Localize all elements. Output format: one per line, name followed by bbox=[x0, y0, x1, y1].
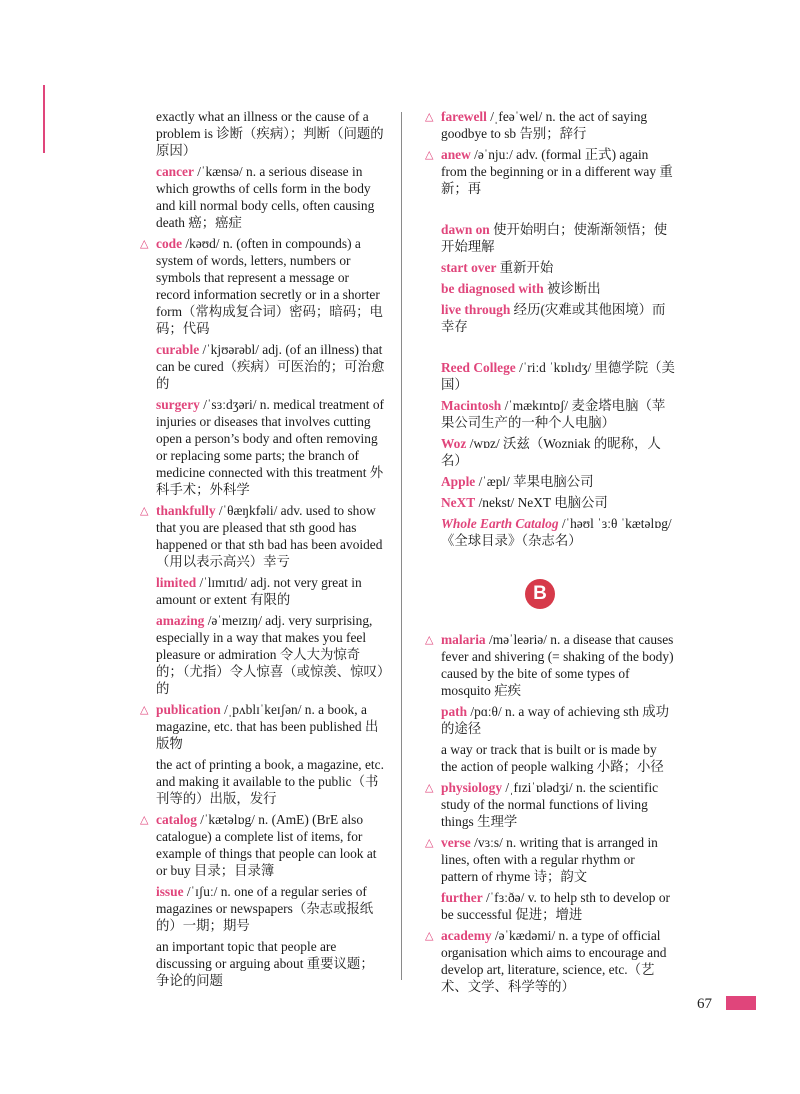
headword: start over bbox=[441, 260, 497, 275]
headword: live through bbox=[441, 302, 511, 317]
vocab-entry bbox=[140, 108, 385, 159]
vocab-entry bbox=[425, 221, 675, 255]
definition: /ˌfɪziˈɒlədʒi/ n. the scientific study of the normal functions of living things 生理学 bbox=[441, 780, 659, 829]
vocab-entry bbox=[425, 280, 675, 297]
vocab-entry bbox=[425, 515, 675, 549]
headword: curable bbox=[156, 342, 200, 357]
vocab-entry bbox=[425, 435, 675, 469]
vocab-entry bbox=[425, 741, 675, 775]
headword: anew bbox=[441, 147, 471, 162]
key-word-triangle-icon: △ bbox=[425, 633, 434, 646]
vocab-entry bbox=[425, 146, 675, 197]
vocab-entry bbox=[140, 235, 385, 337]
vocab-entry bbox=[140, 163, 385, 231]
column-divider bbox=[401, 112, 402, 980]
vocab-entry bbox=[140, 612, 385, 697]
definition: 被诊断出 bbox=[543, 281, 601, 296]
definition: /ˈlɪmɪtɪd/ adj. not very great in amount or extent 有限的 bbox=[156, 575, 362, 607]
key-word-triangle-icon: △ bbox=[140, 504, 149, 517]
key-word-triangle-icon: △ bbox=[140, 703, 149, 716]
definition: /əˈkædəmi/ n. a type of official organisation which aims to encourage and develop art, literature, science, etc.（艺术、文学、科学等的） bbox=[441, 928, 667, 994]
left-column bbox=[140, 108, 385, 993]
vocab-entry bbox=[425, 927, 675, 995]
key-word-triangle-icon: △ bbox=[140, 237, 149, 250]
headword: malaria bbox=[441, 632, 486, 647]
vocab-entry bbox=[140, 811, 385, 879]
vocab-entry bbox=[425, 834, 675, 885]
definition: /nekst/ NeXT 电脑公司 bbox=[475, 495, 608, 510]
definition: /əˈmeɪzɪŋ/ adj. very surprising, especially in a way that makes you feel pleasure or admiration 令人大为惊奇的；（尤指）令人惊喜（或惊羡、惊叹）的 bbox=[156, 613, 384, 696]
headword: surgery bbox=[156, 397, 200, 412]
definition: /ˈmækɪntɒʃ/ 麦金塔电脑（苹果公司生产的一种个人电脑） bbox=[441, 398, 666, 430]
definition: 经历(灾难或其他困境）而幸存 bbox=[441, 302, 666, 334]
key-word-triangle-icon: △ bbox=[425, 781, 434, 794]
vocab-entry bbox=[140, 396, 385, 498]
vocab-entry bbox=[425, 889, 675, 923]
vocab-entry bbox=[140, 938, 385, 989]
definition: /ˌfeəˈwel/ n. the act of saying goodbye to sb 告别；辞行 bbox=[441, 109, 648, 141]
headword: Woz bbox=[441, 436, 467, 451]
definition: /əˈnjuː/ adv. (formal 正式) again from the beginning or in a different way 重新；再 bbox=[441, 147, 673, 196]
headword: thankfully bbox=[156, 503, 216, 518]
key-word-triangle-icon: △ bbox=[140, 813, 149, 826]
vocab-entry bbox=[140, 574, 385, 608]
definition: /pɑːθ/ n. a way of achieving sth 成功的途径 bbox=[441, 704, 670, 736]
key-word-triangle-icon: △ bbox=[425, 929, 434, 942]
vocab-entry bbox=[425, 359, 675, 393]
headword: further bbox=[441, 890, 483, 905]
vocab-entry bbox=[425, 631, 675, 699]
definition: /ˈɪʃuː/ n. one of a regular series of magazines or newspapers（杂志或报纸的）一期；期号 bbox=[156, 884, 374, 933]
headword: Macintosh bbox=[441, 398, 502, 413]
right-column bbox=[425, 108, 675, 999]
vocab-entry bbox=[140, 883, 385, 934]
definition: the act of printing a book, a magazine, etc. and making it available to the public（书刊等的）出版，发行 bbox=[156, 757, 384, 806]
definition: /məˈleəriə/ n. a disease that causes fever and shivering (= shaking of the body) caused by the bite of some types of mosquito 疟疾 bbox=[441, 632, 674, 698]
vocab-entry bbox=[425, 779, 675, 830]
vocab-entry bbox=[425, 301, 675, 335]
vocab-entry bbox=[140, 502, 385, 570]
definition: /ˈsɜːdʒəri/ n. medical treatment of injuries or diseases that involves cutting open a person’s body and often removing or replacing some parts; the branch of medicine connected with this treatment 外科手术；外科学 bbox=[156, 397, 384, 497]
headword: Reed College bbox=[441, 360, 516, 375]
vocab-entry bbox=[425, 473, 675, 490]
definition: /ˌpʌblɪˈkeɪʃən/ n. a book, a magazine, etc. that has been published 出版物 bbox=[156, 702, 379, 751]
headword: catalog bbox=[156, 812, 197, 827]
definition: a way or track that is built or is made by the action of people walking 小路；小径 bbox=[441, 742, 664, 774]
definition: an important topic that people are discussing or arguing about 重要议题；争论的问题 bbox=[156, 939, 374, 988]
page-number: 67 bbox=[697, 996, 712, 1012]
key-word-triangle-icon: △ bbox=[425, 110, 434, 123]
section-badge-b: B bbox=[525, 579, 555, 609]
vocab-entry bbox=[425, 259, 675, 276]
vocab-entry bbox=[140, 341, 385, 392]
definition: 重新开始 bbox=[496, 260, 554, 275]
headword: path bbox=[441, 704, 468, 719]
headword: publication bbox=[156, 702, 221, 717]
headword: code bbox=[156, 236, 183, 251]
key-word-triangle-icon: △ bbox=[425, 148, 434, 161]
headword: dawn on bbox=[441, 222, 490, 237]
vocab-entry bbox=[140, 701, 385, 752]
definition: /ˈæpl/ 苹果电脑公司 bbox=[475, 474, 594, 489]
definition: /kəʊd/ n. (often in compounds) a system of words, letters, numbers or symbols that represent a message or record information secretly or in a shorter form（常构成复合词）密码；暗码；电码；代码 bbox=[156, 236, 383, 336]
definition: /ˈkætəlɒg/ n. (AmE) (BrE also catalogue) a complete list of items, for example of things that people can look at or buy 目录；目录簿 bbox=[156, 812, 377, 878]
page-edge-mark bbox=[43, 85, 45, 153]
definition: /wɒz/ 沃兹（Wozniak 的昵称，人名） bbox=[441, 436, 661, 468]
vocab-entry bbox=[140, 756, 385, 807]
headword: be diagnosed with bbox=[441, 281, 544, 296]
definition: /ˈkænsə/ n. a serious disease in which growths of cells form in the body and kill normal body cells, often causing death 癌；癌症 bbox=[156, 164, 375, 230]
headword: amazing bbox=[156, 613, 205, 628]
headword: farewell bbox=[441, 109, 487, 124]
page-number-bar bbox=[726, 996, 756, 1010]
vocab-entry bbox=[425, 703, 675, 737]
headword: issue bbox=[156, 884, 184, 899]
headword: Whole Earth Catalog bbox=[441, 516, 559, 531]
headword: verse bbox=[441, 835, 471, 850]
vocab-entry bbox=[425, 108, 675, 142]
definition: /ˈhəʊl ˈɜːθ ˈkætəlɒg/《全球目录》（杂志名） bbox=[441, 516, 672, 548]
key-word-triangle-icon: △ bbox=[425, 836, 434, 849]
definition: 使开始明白；使渐渐领悟；使开始理解 bbox=[441, 222, 668, 254]
definition: /ˈriːd ˈkɒlɪdʒ/ 里德学院（美国） bbox=[441, 360, 675, 392]
definition: /ˈθæŋkfəli/ adv. used to show that you are pleased that sth good has happened or that sth bad has been avoided（用以表示高兴）幸亏 bbox=[156, 503, 383, 569]
headword: Apple bbox=[441, 474, 476, 489]
vocab-entry bbox=[425, 494, 675, 511]
headword: limited bbox=[156, 575, 197, 590]
headword: NeXT bbox=[441, 495, 476, 510]
headword: physiology bbox=[441, 780, 503, 795]
headword: cancer bbox=[156, 164, 194, 179]
definition: /ˈfɜːðə/ v. to help sth to develop or be successful 促进；增进 bbox=[441, 890, 671, 922]
definition: exactly what an illness or the cause of a problem is 诊断（疾病）；判断（问题的原因） bbox=[156, 109, 384, 158]
headword: academy bbox=[441, 928, 492, 943]
definition: /vɜːs/ n. writing that is arranged in lines, often with a regular rhythm or pattern of rhyme 诗；韵文 bbox=[441, 835, 658, 884]
vocab-entry bbox=[425, 397, 675, 431]
definition: /ˈkjʊərəbl/ adj. (of an illness) that can be cured（疾病）可医治的；可治愈的 bbox=[156, 342, 385, 391]
